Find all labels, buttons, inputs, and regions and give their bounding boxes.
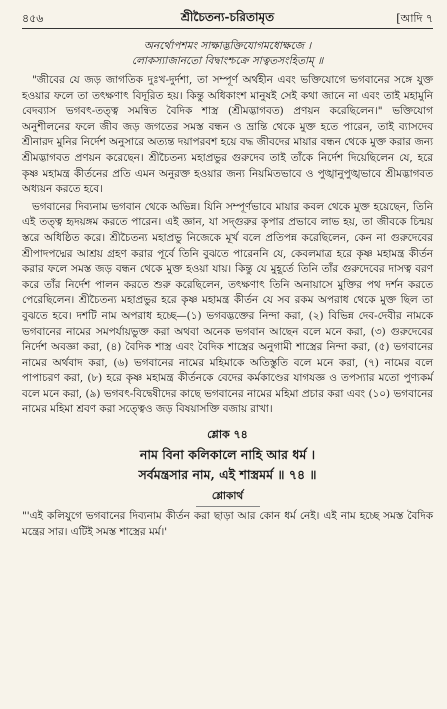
- sanskrit-quote: [22, 39, 433, 69]
- verse-heading: শ্লোক ৭৪: [207, 428, 248, 442]
- page-number: ৪৫৬: [22, 12, 44, 25]
- chapter-marker: [আদি ৭: [396, 12, 433, 25]
- verse-line-1: নাম বিনা কলিকালে নাহি আর ধর্ম ।: [139, 447, 316, 463]
- translation-heading: শ্লোকার্থ: [196, 489, 260, 507]
- sanskrit-line-1: অনর্থোপশমং সাক্ষাদ্ভক্তিযোগমধোক্ষজে ।: [143, 40, 312, 52]
- translation-text: "'এই কলিযুগে ভগবানের দিব্যনাম কীর্তন করা ছাড়া আর কোন ধর্ম নেই। এই নাম হচ্ছে সমস্ত বৈদিক মন্ত্রের সার। এটিই সমস্ত শাস্ত্রের মর্ম।': [22, 510, 433, 538]
- sanskrit-line-2: লোকস্যাজানতো বিদ্বাংশ্চক্রে সাত্বতসংহিতাম্ ॥: [131, 55, 324, 67]
- verse-line-2: সর্বমন্ত্রসার নাম, এই শাস্ত্রমর্ম ॥ ৭৪ ॥: [138, 467, 317, 483]
- purport-paragraph-1: "জীবের যে জড় জাগতিক দুঃখ-দুর্দশা, তা সম্পূর্ণ অর্থহীন এবং ভক্তিযোগে ভগবানের সঙ্গে যুক্ত হওয়ার ফলে তা তৎক্ষণাৎ বিদূরিত হয়। কিন্তু অধিকাংশ মানুষই সেই কথা জানে না এবং তাই মহামুনি বেদব্যাস ভগবৎ-তত্ত্ব সমন্বিত বৈদিক শাস্ত্র (শ্রীমদ্ভাগবত) প্রণয়ন করেছিলেন।" ভক্তিযোগ অনুশীলনের ফলে জীব জড় জগতের সমস্ত বন্ধন ও ভ্রান্তি থেকে মুক্ত হতে পারেন, তাই ব্যাসদেব শ্রীনারদ মুনির নির্দেশ অনুসারে অত্যন্ত দয়াপরবশ হয়ে বদ্ধ জীবদের মায়ার বন্ধন থেকে মুক্ত করার জন্য শ্রীমদ্ভাগবত প্রণয়ন করেছেন। শ্রীচৈতন্য মহাপ্রভুর গুরুদেব তাই তাঁকে নির্দেশ দিয়েছিলেন যে, হরে কৃষ্ণ মহামন্ত্র কীর্তনের প্রতি এমন অনুরক্ত হওয়ার জন্য নিয়মিতভাবে ও পুঙ্খানুপুঙ্খভাবে শ্রীমদ্ভাগবত অধ্যয়ন করতে হবে।: [22, 74, 433, 196]
- purport-paragraph-2: ভগবানের দিব্যনাম ভগবান থেকে অভিন্ন। যিনি সম্পূর্ণভাবে মায়ার কবল থেকে মুক্ত হয়েছেন, তিনি এই তত্ত্ব হৃদয়ঙ্গম করতে পারেন। এই জ্ঞান, যা সদ্গুরুর কৃপার প্রভাবে লাভ হয়, তা জীবকে চিন্ময় স্তরে অধিষ্ঠিত করে। শ্রীচৈতন্য মহাপ্রভু নিজেকে মূর্খ বলে প্রতিপন্ন করেছিলেন, কেন না গুরুদেবের শ্রীপাদপদ্মের আশ্রয় গ্রহণ করার পূর্বে তিনি বুঝতে পারেননি যে, কেবলমাত্র হরে কৃষ্ণ মহামন্ত্র কীর্তন করার ফলে সমস্ত জড় বন্ধন থেকে মুক্ত হওয়া যায়। কিন্তু যে মুহূর্তে তিনি তাঁর গুরুদেবের দাসত্ব বরণ করে তাঁর নির্দেশ পালন করতে শুরু করেছিলেন, তৎক্ষণাৎ তিনি অনায়াসে মুক্তির পথ দর্শন করতে পেরেছিলেন। শ্রীচৈতন্য মহাপ্রভুর হরে কৃষ্ণ মহামন্ত্র কীর্তন যে সব রকম অপরাধ থেকে মুক্ত ছিল তা বুঝতে হবে। দশটি নাম অপরাধ হচ্ছে—(১) ভগবদ্ভক্তের নিন্দা করা, (২) বিভিন্ন দেব-দেবীর নামকে ভগবানের নামের সমপর্যায়ভুক্ত করা অথবা অনেক ভগবান আছেন বলে মনে করা, (৩) গুরুদেবের নির্দেশ অবজ্ঞা করা, (৪) বৈদিক শাস্ত্র এবং বৈদিক শাস্ত্রের অনুগামী শাস্ত্রের নিন্দা করা, (৫) ভগবানের নামের অর্থবাদ করা, (৬) ভগবানের নামের মহিমাকে অতিস্তুতি বলে মনে করা, (৭) নামের বলে পাপাচরণ করা, (৮) হরে কৃষ্ণ মহামন্ত্র কীর্তনকে বেদের কর্মকাণ্ডের যাগযজ্ঞ ও তপস্যার মতো পুণ্যকর্ম বলে মনে করা, (৯) ভগবৎ-বিদ্বেষীদের কাছে ভগবানের নামের মহিমা প্রচার করা এবং (১০) ভগবানের নামের মহিমা শ্রবণ করা সত্ত্বেও জড় বিষয়াসক্তি বজায় রাখা।: [22, 200, 433, 416]
- running-title: শ্রীচৈতন্য-চরিতামৃত: [180, 10, 275, 24]
- page-header: [22, 6, 433, 29]
